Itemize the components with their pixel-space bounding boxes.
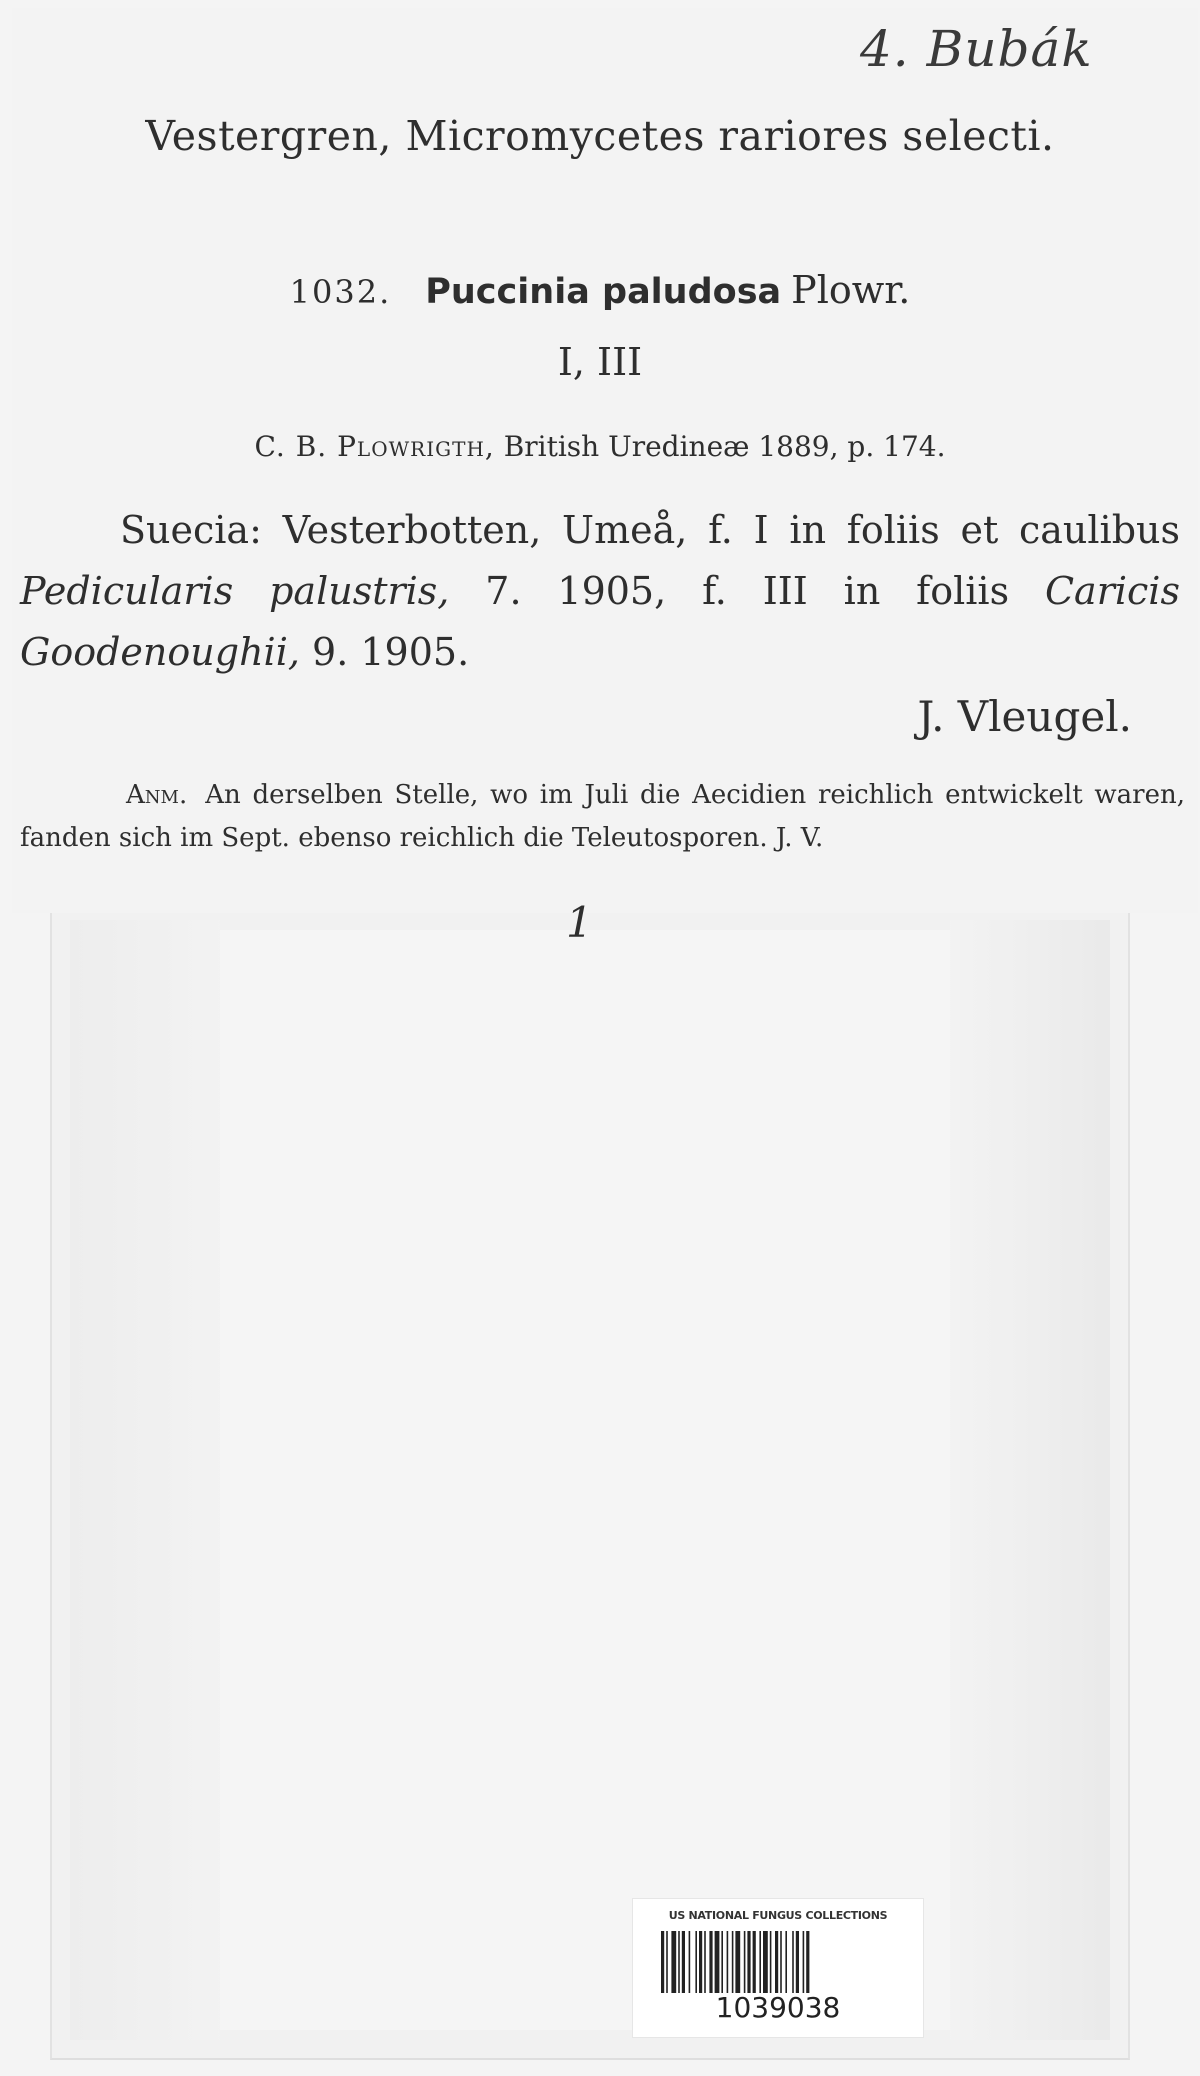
reference-work: British Uredineæ 1889, p. 174. bbox=[503, 430, 946, 463]
barcode-bar bbox=[744, 1931, 746, 1993]
annotation-prefix: Anm. bbox=[126, 780, 188, 810]
locality-text bbox=[20, 500, 1180, 683]
species-name: Puccinia paludosa bbox=[425, 272, 782, 312]
barcode-bar bbox=[770, 1931, 772, 1993]
barcode-bar bbox=[682, 1931, 685, 1993]
envelope-center-panel bbox=[220, 930, 950, 2030]
barcode-bars bbox=[661, 1931, 897, 1993]
barcode-bar bbox=[735, 1931, 740, 1993]
barcode-number: 1039038 bbox=[715, 1991, 841, 2024]
locality-start: Suecia: Vesterbotten, Umeå, f. I in foliis et caulibus bbox=[120, 508, 1180, 552]
species-author: Plowr. bbox=[791, 268, 911, 312]
species-line bbox=[0, 268, 1200, 312]
handwritten-mark: 1 bbox=[566, 898, 593, 947]
barcode-bar bbox=[704, 1931, 706, 1993]
barcode-bar bbox=[792, 1931, 794, 1993]
barcode-header: US NATIONAL FUNGUS COLLECTIONS bbox=[668, 1909, 888, 1922]
envelope-right-flap bbox=[950, 920, 1110, 2040]
host-plant-2: Caricis Goodenoughii, bbox=[20, 569, 1180, 674]
barcode-bar bbox=[803, 1931, 805, 1993]
series-title: Vestergren, Micromycetes rariores selecti. bbox=[145, 112, 1055, 160]
barcode-bar bbox=[763, 1931, 768, 1993]
envelope-left-flap bbox=[70, 920, 220, 2040]
locality-end: 9. 1905. bbox=[312, 630, 470, 674]
barcode-bar bbox=[689, 1931, 691, 1993]
reference-author: C. B. Plowrigth, bbox=[254, 430, 495, 463]
barcode-bar bbox=[732, 1931, 734, 1993]
barcode-sticker bbox=[632, 1898, 924, 2038]
annotation-text: An derselben Stelle, wo im Juli die Aecidien reichlich entwickelt waren, fanden sich im Sept. ebenso reichlich die Teleutosporen. J. V. bbox=[20, 780, 1185, 853]
barcode-bar bbox=[775, 1931, 778, 1993]
spore-stages: I, III bbox=[557, 340, 643, 384]
barcode-bar bbox=[780, 1931, 782, 1993]
barcode-bar bbox=[747, 1931, 750, 1993]
exsiccata-number: 1032. bbox=[289, 273, 392, 311]
barcode-bar bbox=[727, 1931, 729, 1993]
barcode-bar bbox=[678, 1931, 680, 1993]
barcode-bar bbox=[806, 1931, 809, 1993]
barcode-bar bbox=[796, 1931, 799, 1993]
barcode-bar bbox=[695, 1931, 697, 1993]
barcode-bar bbox=[721, 1931, 723, 1993]
barcode-bar bbox=[661, 1931, 664, 1993]
barcode-bar bbox=[671, 1931, 676, 1993]
barcode-bar bbox=[759, 1931, 761, 1993]
barcode-bar bbox=[715, 1931, 720, 1993]
barcode-bar bbox=[709, 1931, 712, 1993]
barcode-bar bbox=[666, 1931, 668, 1993]
handwritten-annotation: 4. Bubák bbox=[860, 20, 1093, 78]
host-plant-1: Pedicularis palustris, bbox=[20, 569, 450, 613]
literature-reference bbox=[0, 430, 1200, 463]
barcode-bar bbox=[699, 1931, 702, 1993]
locality-mid: 7. 1905, f. III in foliis bbox=[485, 569, 1010, 613]
barcode-bar bbox=[753, 1931, 756, 1993]
collector-name: J. Vleugel. bbox=[917, 692, 1132, 741]
annotation-note bbox=[20, 774, 1185, 860]
barcode-bar bbox=[785, 1931, 787, 1993]
